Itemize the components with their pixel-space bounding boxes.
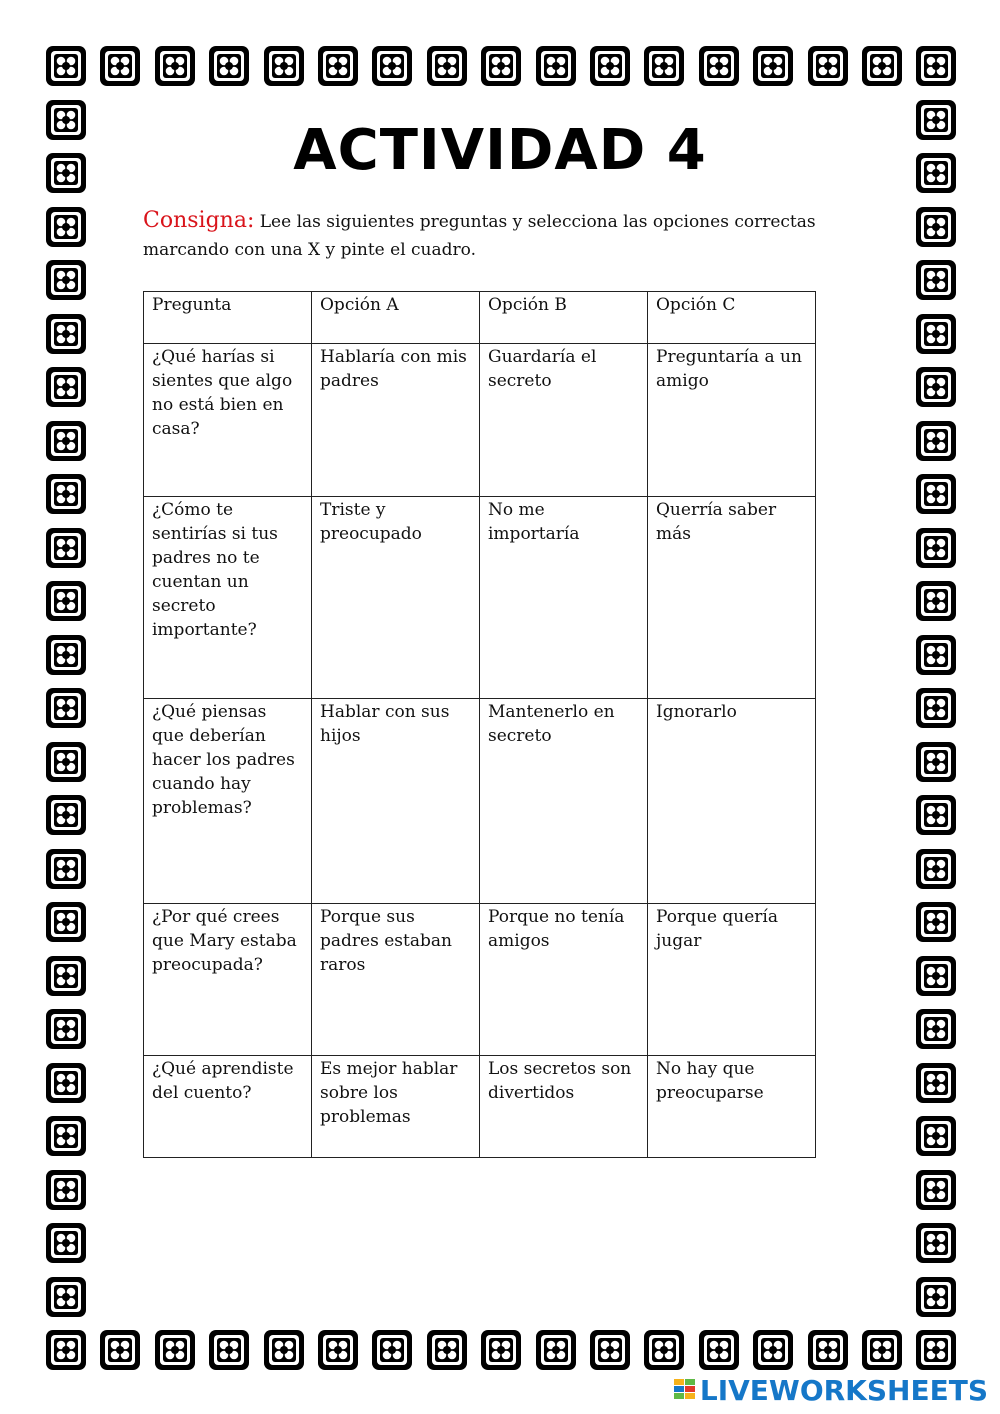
option-c-cell[interactable]: Querría saber más bbox=[648, 497, 816, 699]
logo-text: LIVEWORKSHEETS bbox=[699, 1374, 988, 1407]
instructions-text: Lee las siguientes preguntas y selecciona las opciones correctas marcando con una X y pinte el cuadro. bbox=[143, 212, 816, 260]
border-tile bbox=[536, 1330, 576, 1370]
border-tile bbox=[46, 849, 86, 889]
header-option-b: Opción B bbox=[480, 292, 648, 344]
border-tile bbox=[264, 1330, 304, 1370]
page-title: ACTIVIDAD 4 bbox=[293, 118, 707, 183]
border-tile bbox=[46, 474, 86, 514]
header-option-a: Opción A bbox=[312, 292, 480, 344]
border-tile bbox=[916, 1063, 956, 1103]
border-tile bbox=[46, 528, 86, 568]
border-tile bbox=[916, 528, 956, 568]
border-tile bbox=[916, 367, 956, 407]
liveworksheets-logo[interactable] bbox=[674, 1374, 988, 1407]
option-b-cell[interactable]: No me importaría bbox=[480, 497, 648, 699]
table-row bbox=[144, 344, 816, 497]
option-b-cell[interactable]: Porque no tenía amigos bbox=[480, 904, 648, 1056]
quiz-table bbox=[143, 291, 816, 1158]
border-tile bbox=[699, 46, 739, 86]
table-row bbox=[144, 904, 816, 1056]
table-row bbox=[144, 1056, 816, 1158]
border-tile bbox=[100, 1330, 140, 1370]
option-a-cell[interactable]: Triste y preocupado bbox=[312, 497, 480, 699]
border-tile bbox=[644, 46, 684, 86]
border-tile bbox=[209, 46, 249, 86]
border-tile bbox=[753, 46, 793, 86]
border-tile bbox=[916, 956, 956, 996]
border-tile bbox=[46, 795, 86, 835]
option-a-cell[interactable]: Porque sus padres estaban raros bbox=[312, 904, 480, 1056]
question-cell: ¿Qué aprendiste del cuento? bbox=[144, 1056, 312, 1158]
option-a-cell[interactable]: Es mejor hablar sobre los problemas bbox=[312, 1056, 480, 1158]
question-cell: ¿Qué piensas que deberían hacer los padres cuando hay problemas? bbox=[144, 699, 312, 904]
border-tile bbox=[916, 1223, 956, 1263]
border-tile bbox=[46, 1223, 86, 1263]
border-tile bbox=[916, 1170, 956, 1210]
border-tile bbox=[46, 1116, 86, 1156]
border-tile bbox=[46, 260, 86, 300]
border-tile bbox=[916, 474, 956, 514]
border-tile bbox=[46, 581, 86, 621]
border-tile bbox=[46, 742, 86, 782]
border-tile bbox=[808, 46, 848, 86]
instructions-label: Consigna: bbox=[143, 208, 255, 233]
border-tile bbox=[916, 421, 956, 461]
border-tile bbox=[46, 956, 86, 996]
border-tile bbox=[46, 1063, 86, 1103]
border-tile bbox=[916, 795, 956, 835]
border-tile bbox=[699, 1330, 739, 1370]
border-tile bbox=[372, 46, 412, 86]
option-b-cell[interactable]: Los secretos son divertidos bbox=[480, 1056, 648, 1158]
header-question: Pregunta bbox=[144, 292, 312, 344]
border-tile bbox=[46, 688, 86, 728]
border-tile bbox=[209, 1330, 249, 1370]
border-tile bbox=[916, 207, 956, 247]
liveworksheets-logo-icon bbox=[674, 1379, 696, 1403]
border-tile bbox=[916, 849, 956, 889]
option-a-cell[interactable]: Hablaría con mis padres bbox=[312, 344, 480, 497]
option-c-cell[interactable]: Porque quería jugar bbox=[648, 904, 816, 1056]
option-c-cell[interactable]: No hay que preocuparse bbox=[648, 1056, 816, 1158]
border-tile bbox=[318, 1330, 358, 1370]
option-c-cell[interactable]: Preguntaría a un amigo bbox=[648, 344, 816, 497]
border-tile bbox=[644, 1330, 684, 1370]
header-option-c: Opción C bbox=[648, 292, 816, 344]
border-tile bbox=[427, 1330, 467, 1370]
border-tile bbox=[590, 1330, 630, 1370]
border-tile bbox=[46, 1330, 86, 1370]
border-tile bbox=[481, 1330, 521, 1370]
instructions bbox=[143, 207, 863, 264]
border-tile bbox=[155, 1330, 195, 1370]
border-tile bbox=[372, 1330, 412, 1370]
border-tile bbox=[46, 314, 86, 354]
border-tile bbox=[753, 1330, 793, 1370]
option-b-cell[interactable]: Guardaría el secreto bbox=[480, 344, 648, 497]
border-tile bbox=[46, 1277, 86, 1317]
border-tile bbox=[590, 46, 630, 86]
border-tile bbox=[808, 1330, 848, 1370]
border-tile bbox=[155, 46, 195, 86]
border-tile bbox=[862, 46, 902, 86]
border-tile bbox=[46, 635, 86, 675]
border-tile bbox=[46, 421, 86, 461]
border-tile bbox=[916, 260, 956, 300]
border-tile bbox=[46, 46, 86, 86]
border-tile bbox=[46, 902, 86, 942]
border-tile bbox=[862, 1330, 902, 1370]
border-tile bbox=[916, 314, 956, 354]
border-tile bbox=[916, 1330, 956, 1370]
border-tile bbox=[100, 46, 140, 86]
option-b-cell[interactable]: Mantenerlo en secreto bbox=[480, 699, 648, 904]
border-tile bbox=[916, 635, 956, 675]
border-tile bbox=[46, 207, 86, 247]
question-cell: ¿Por qué crees que Mary estaba preocupada? bbox=[144, 904, 312, 1056]
question-cell: ¿Qué harías si sientes que algo no está bien en casa? bbox=[144, 344, 312, 497]
border-tile bbox=[427, 46, 467, 86]
border-tile bbox=[916, 46, 956, 86]
border-tile bbox=[481, 46, 521, 86]
option-a-cell[interactable]: Hablar con sus hijos bbox=[312, 699, 480, 904]
table-row bbox=[144, 699, 816, 904]
border-tile bbox=[536, 46, 576, 86]
border-tile bbox=[916, 1009, 956, 1049]
question-cell: ¿Cómo te sentirías si tus padres no te cuentan un secreto importante? bbox=[144, 497, 312, 699]
border-tile bbox=[318, 46, 358, 86]
border-tile bbox=[46, 1170, 86, 1210]
border-tile bbox=[916, 688, 956, 728]
border-tile bbox=[46, 1009, 86, 1049]
border-tile bbox=[916, 902, 956, 942]
border-tile bbox=[916, 1116, 956, 1156]
table-row bbox=[144, 497, 816, 699]
border-tile bbox=[916, 742, 956, 782]
border-tile bbox=[46, 367, 86, 407]
border-tile bbox=[916, 581, 956, 621]
border-tile bbox=[264, 46, 304, 86]
option-c-cell[interactable]: Ignorarlo bbox=[648, 699, 816, 904]
border-tile bbox=[916, 1277, 956, 1317]
table-header-row bbox=[144, 292, 816, 344]
